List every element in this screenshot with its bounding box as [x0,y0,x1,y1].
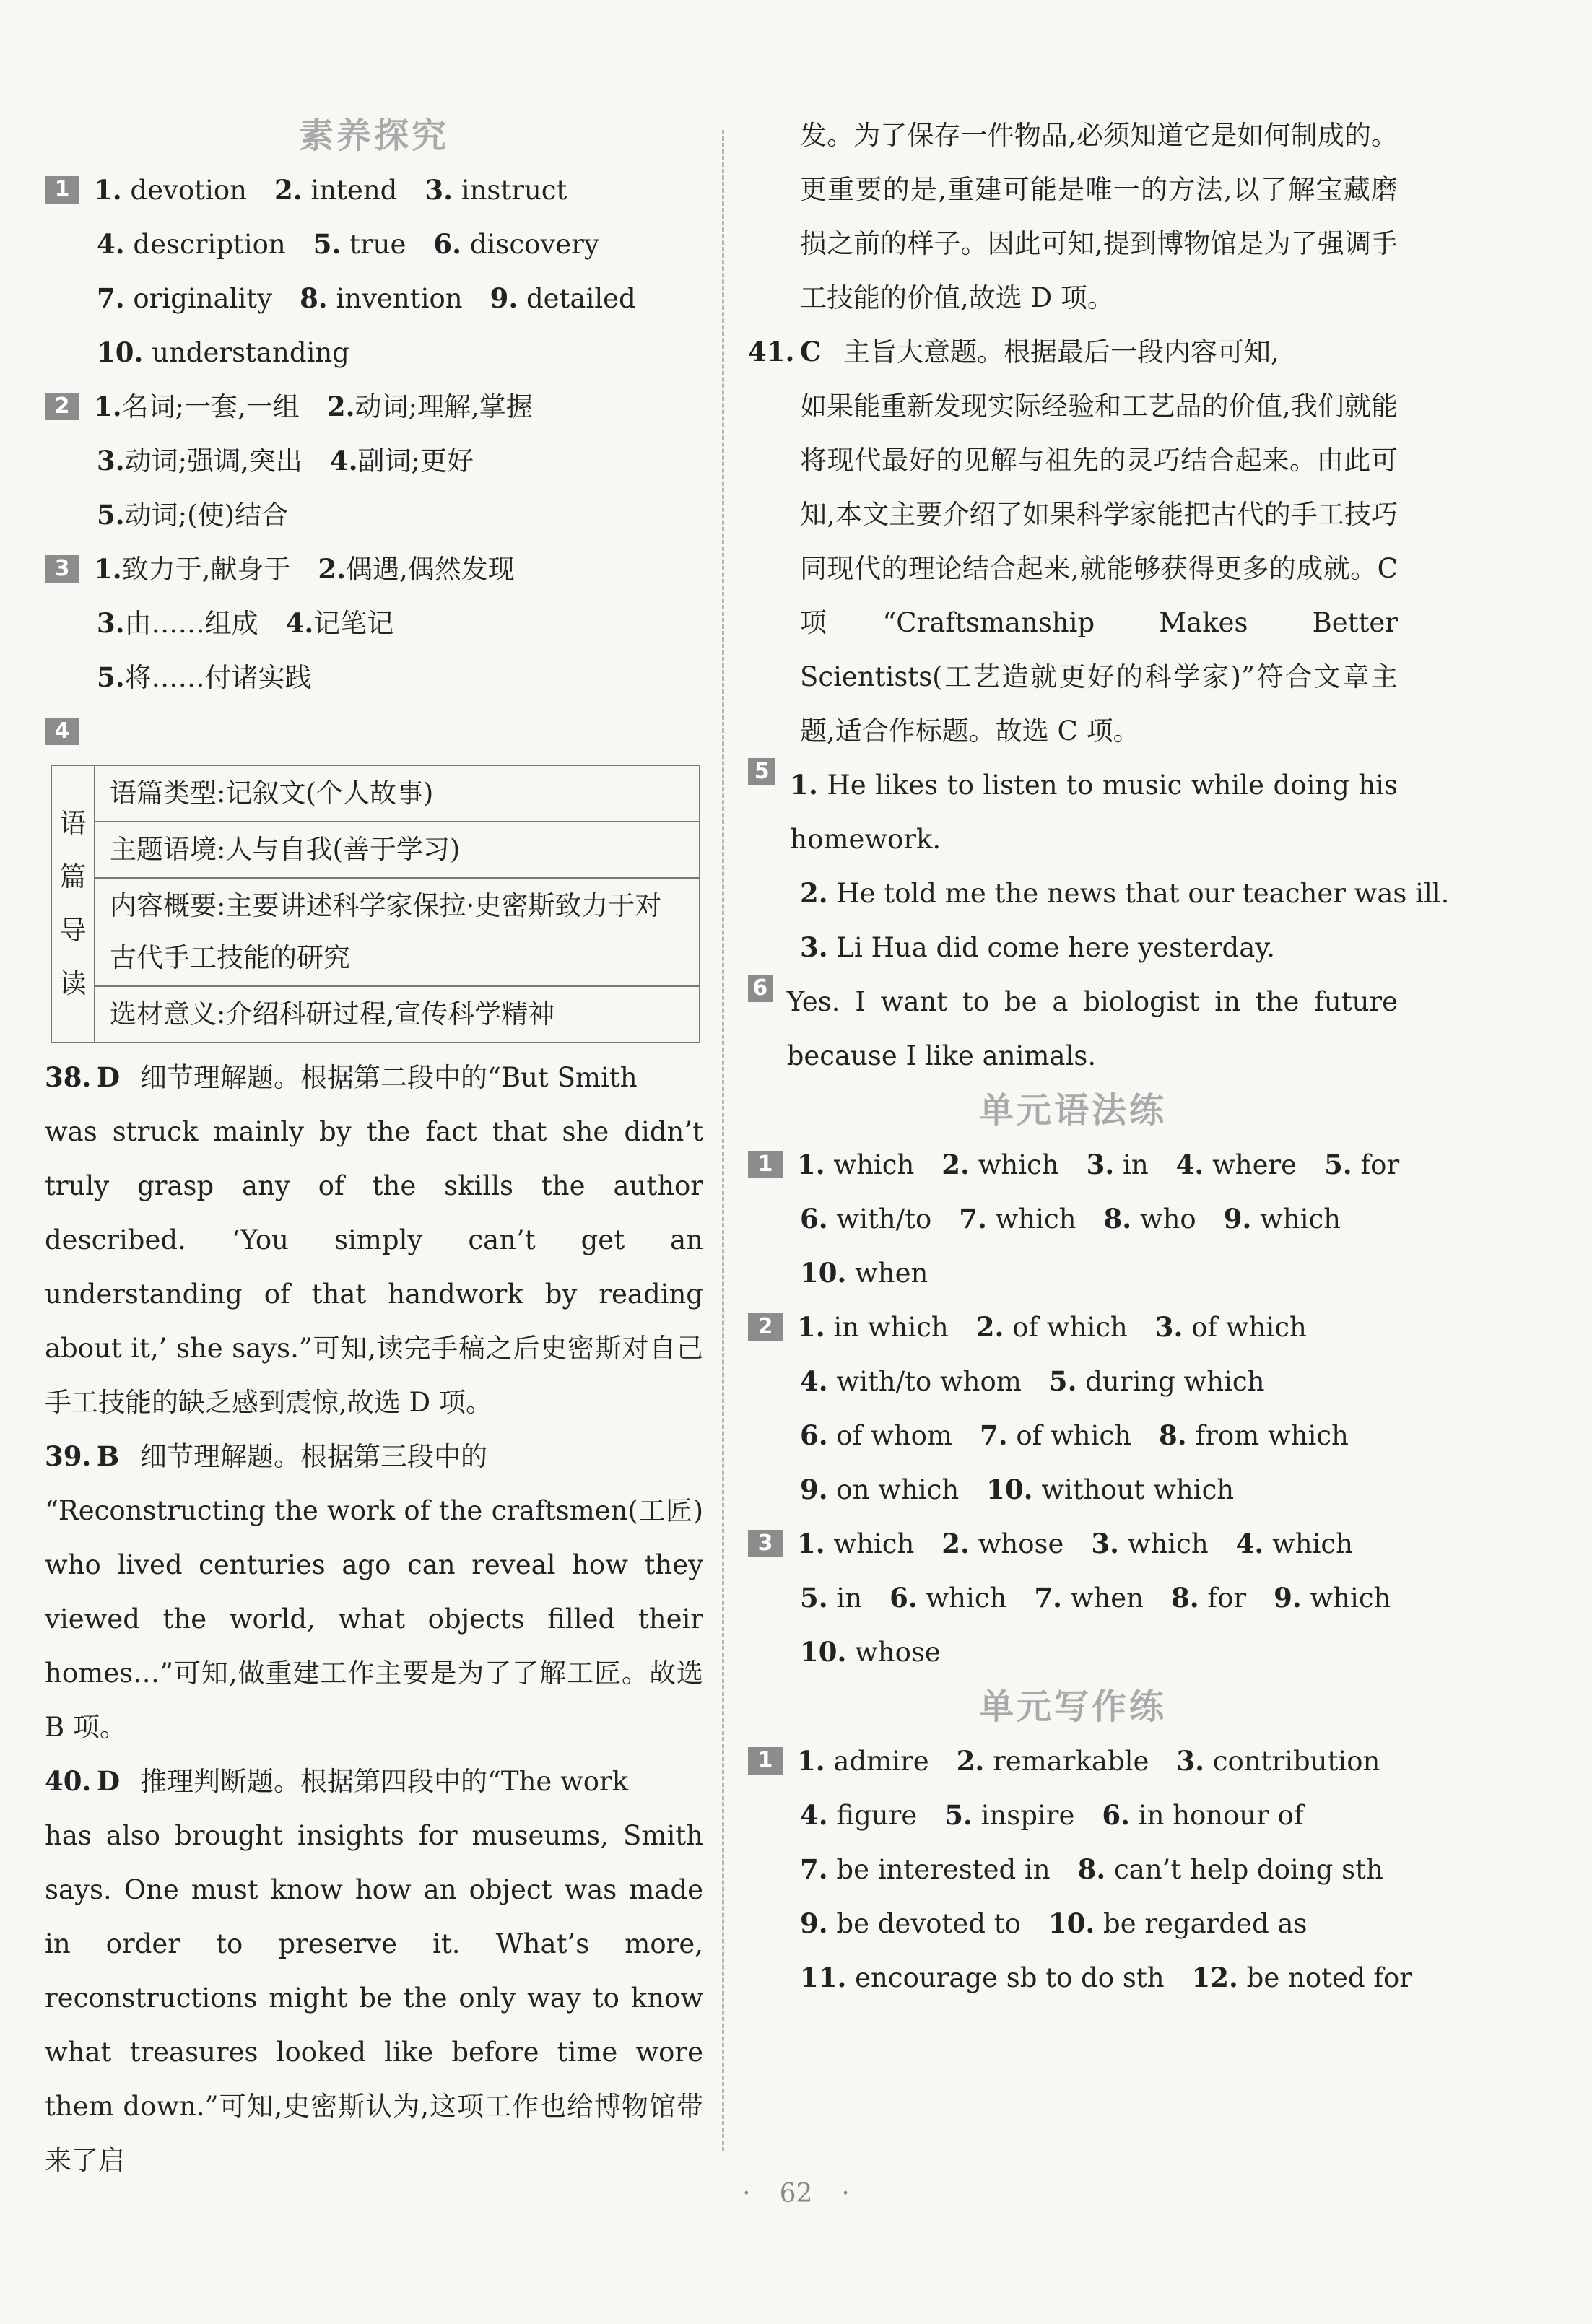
grammar-exercise-2: 2 1. in which 2. of which 3. of which 4. with/to whom 5. during which 6. of whom 7. of which 8. from which 9. on which 10. without which [748,1300,1398,1517]
answer-40-continued: 发。为了保存一件物品,必须知道它是如何制成的。更重要的是,重建可能是唯一的方法,以了解宝藏磨损之前的样子。因此可知,提到博物馆是为了强调手工技能的价值,故选 D 项。 [800,120,1398,313]
exercise-badge: 4 [45,718,79,745]
right-column [748,108,1450,2005]
exercise-1: 1 1. devotion 2. intend 3. instruct 4. description 5. true 6. discovery 7. originality 8. invention 9. detailed 10. understanding [45,163,703,380]
answer-38: 38. D 细节理解题。根据第二段中的“But Smith was struck mainly by the fact that she didn’t truly grasp any of the skills the author described. ‘You simply can’t get an understanding of that handwork by reading about it,’ she says.”可知,读完手稿之后史密斯对自己手工技能的缺乏感到震惊,故选 D 项。 [45,1061,703,1418]
guide-row: 语篇类型:记叙文(个人故事) [95,766,699,822]
section-title-suyang: 素养探究 [298,116,449,156]
section-title-grammar: 单元语法练 [978,1090,1167,1131]
guide-row: 主题语境:人与自我(善于学习) [95,822,699,879]
exercise-badge: 5 [748,758,775,785]
section-title-writing: 单元写作练 [978,1687,1167,1727]
exercise-5: 5 1. He likes to listen to music while doing his homework. 2. He told me the news that our teacher was ill. 3. Li Hua did come here yesterday. [748,758,1398,975]
exercise-6: 6 Yes. I want to be a biologist in the future because I like animals. [748,975,1398,1083]
column-divider [722,130,724,2151]
exercise-2: 2 1.名词;一套,一组 2.动词;理解,掌握 3.动词;强调,突出 4.副词;更好 5.动词;(使)结合 [45,380,703,542]
exercise-badge: 2 [45,393,79,420]
answer-39: 39. B 细节理解题。根据第三段中的 “Reconstructing the work of the craftsmen(工匠) who lived centuries ago can reveal how they viewed the world, what objects filled their homes…”可知,做重建工作主要是为了了解工匠。故选 B 项。 [45,1440,703,1743]
grammar-exercise-3: 3 1. which 2. whose 3. which 4. which 5. in 6. which 7. when 8. for 9. which 10. whose [748,1517,1398,1679]
exercise-badge: 3 [45,555,79,583]
guide-row: 选材意义:介绍科研过程,宣传科学精神 [110,998,555,1030]
reading-guide-table [51,765,700,1043]
reading-guide-label: 语 篇 导 读 [52,766,95,1042]
exercise-3: 3 1.致力于,献身于 2.偶遇,偶然发现 3.由……组成 4.记笔记 5.将……付诸实践 [45,542,703,705]
exercise-badge: 3 [748,1530,783,1557]
exercise-badge: 6 [748,975,773,1002]
answer-41: 41. C 主旨大意题。根据最后一段内容可知, 如果能重新发现实际经验和工艺品的价值,我们就能将现代最好的见解与祖先的灵巧结合起来。由此可知,本文主要介绍了如果科学家能把古代的手工技巧同现代的理论结合起来,就能够获得更多的成就。C 项“Craftsmanship Makes Better Scientists(工艺造就更好的科学家)”符合文章主题,适合作标题。故选 C 项。 [748,336,1398,747]
grammar-exercise-1: 1 1. which 2. which 3. in 4. where 5. for 6. with/to 7. which 8. who 9. which 10. when [748,1138,1398,1300]
guide-row: 内容概要:主要讲述科学家保拉·史密斯致力于对古代手工技能的研究 [95,879,699,987]
page-number: · 62 · [742,2179,850,2208]
exercise-badge: 2 [748,1313,783,1341]
exercise-badge: 1 [45,176,79,204]
writing-exercise-1: 1 1. admire 2. remarkable 3. contribution 4. figure 5. inspire 6. in honour of 7. be interested in 8. can’t help doing sth 9. be devoted to 10. be regarded as 11. encourage sb to do sth 12. be noted for [748,1734,1398,2005]
answer-40: 40. D 推理判断题。根据第四段中的“The work has also brought insights for museums, Smith says. One must know how an object was made in order to preserve it. What’s more, reconstructions might be the only way to know what treasures looked like before time wore them down.”可知,史密斯认为,这项工作也给博物馆带来了启 [45,1765,703,2176]
exercise-badge: 1 [748,1747,783,1775]
exercise-4 [45,705,703,1043]
left-column [45,108,703,2188]
exercise-badge: 1 [748,1151,783,1178]
